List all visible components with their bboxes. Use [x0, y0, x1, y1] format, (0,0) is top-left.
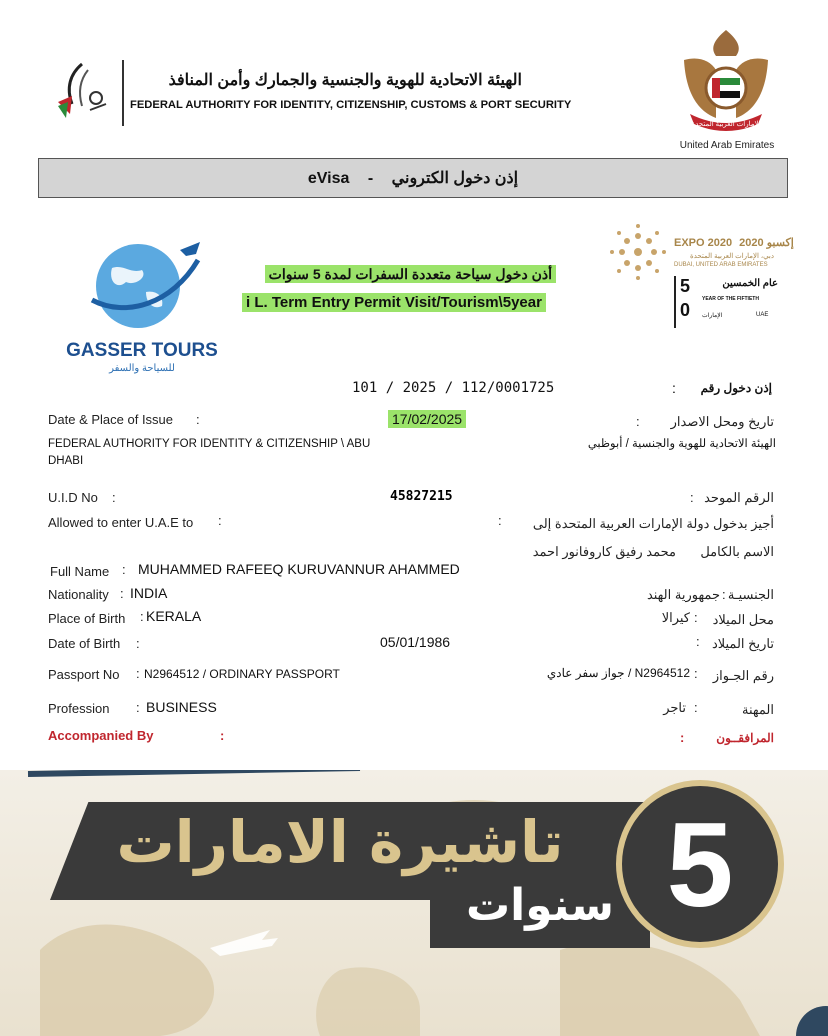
promo-title: تاشيرة الامارات	[116, 808, 564, 876]
year-foot-left: UAE	[756, 312, 769, 318]
uid-label-ar: الرقم الموحد	[704, 490, 774, 505]
profession-value-ar: تاجر	[663, 700, 686, 715]
passport-colon-ar: :	[694, 666, 698, 681]
allowed-label-en: Allowed to enter U.A.E to	[48, 515, 194, 530]
issuer-en: FEDERAL AUTHORITY FOR IDENTITY & CITIZENSHIP \ ABU DHABI	[48, 438, 371, 467]
authority-name-en: FEDERAL AUTHORITY FOR IDENTITY, CITIZENSHIP, CUSTOMS & PORT SECURITY	[130, 99, 572, 111]
globe-corner-icon	[790, 1000, 828, 1036]
passport-colon: :	[136, 666, 140, 681]
year-ar: عام الخمسين	[722, 278, 778, 289]
allowed-label-ar: أجيز بدخول دولة الإمارات العربية المتحدة إلى	[532, 516, 774, 531]
permit-number: 101 / 2025 / 112/0001725	[352, 380, 555, 396]
accompanied-label-ar: المرافقــون	[716, 731, 774, 745]
expo-brand-en: EXPO 2020	[674, 237, 733, 249]
promo-number: 5	[666, 798, 734, 932]
year-en: YEAR OF THE FIFTIETH	[702, 296, 759, 302]
issue-date: 17/02/2025	[388, 411, 466, 427]
passport-value: N2964512 / ORDINARY PASSPORT	[144, 667, 340, 681]
birth-place-value: KERALA	[146, 608, 202, 624]
full-name-colon: :	[122, 562, 126, 577]
profession-colon-ar: :	[694, 700, 698, 715]
allowed-colon-en: :	[218, 513, 222, 528]
agency-tagline: للسياحة والسفر	[109, 363, 175, 374]
expo-logo-icon	[608, 222, 668, 282]
full-name-value: MUHAMMED RAFEEQ KURUVANNUR AHAMMED	[138, 561, 460, 577]
expo-sub-en: DUBAI, UNITED ARAB EMIRATES	[674, 262, 768, 268]
title-bar	[38, 158, 788, 198]
promo-years: سنوات	[465, 880, 615, 931]
uid-value: 45827215	[390, 489, 453, 504]
issue-colon-ar: :	[636, 414, 640, 429]
uae-emblem-icon	[676, 26, 776, 134]
permit-no-label-ar: إذن دخول رقم	[700, 381, 772, 395]
accompanied-colon-en: :	[220, 728, 225, 743]
uid-colon-en: :	[112, 490, 116, 505]
profession-label-ar: المهنة	[742, 702, 774, 717]
accompanied-colon-ar: :	[680, 730, 685, 745]
year-foot-right: الإمارات	[702, 313, 723, 319]
permit-no-colon: :	[672, 380, 676, 396]
expo-brand	[674, 236, 794, 249]
year-digit-bottom: 0	[680, 300, 691, 320]
agency-name: GASSER TOURS	[66, 340, 218, 361]
passport-value-ar: N2964512 / جواز سفر عادي	[546, 666, 690, 680]
nationality-label-ar: الجنسيـة	[727, 587, 774, 602]
uid-colon-ar: :	[690, 490, 694, 505]
nationality-label-en: Nationality	[48, 587, 109, 602]
logo-divider	[122, 60, 124, 126]
full-name-label-en: Full Name	[50, 564, 110, 579]
title-sep: -	[367, 170, 374, 187]
birth-date-label-ar: تاريخ الميلاد	[711, 636, 774, 651]
profession-label-en: Profession	[48, 701, 110, 716]
birth-date-label-en: Date of Birth	[48, 636, 121, 651]
birth-place-colon: :	[140, 609, 144, 624]
profession-colon: :	[136, 700, 140, 715]
birth-place-colon-ar: :	[694, 610, 698, 625]
nationality-value-ar: جمهورية الهند	[646, 587, 720, 602]
year-digit-top: 5	[680, 276, 691, 296]
passport-label-ar: رقم الجـواز	[712, 668, 774, 683]
uae-label: United Arab Emirates	[679, 140, 775, 151]
authority-name-ar: الهيئة الاتحادية للهوية والجنسية والجمارك وأمن المنافذ	[168, 72, 522, 89]
birth-date-colon-ar: :	[696, 634, 700, 649]
issue-label-ar: تاريخ ومحل الاصدار	[670, 414, 774, 429]
birth-place-value-ar: كيرالا	[661, 610, 690, 625]
birth-date-value: 05/01/1986	[380, 634, 451, 650]
title-ar: إذن دخول الكتروني	[391, 170, 519, 187]
uid-label-en: U.I.D No	[48, 490, 98, 505]
issuer-ar: الهيئة الاتحادية للهوية والجنسية / أبوظبي	[587, 438, 776, 450]
birth-date-colon: :	[136, 636, 140, 651]
expo-sub-ar: دبي، الإمارات العربية المتحدة	[690, 253, 774, 260]
passport-label-en: Passport No	[48, 667, 120, 682]
birth-place-label-ar: محل الميلاد	[712, 612, 774, 627]
nationality-colon-ar: :	[722, 587, 726, 602]
promo-number-badge	[616, 780, 784, 948]
title-en: eVisa	[307, 170, 350, 187]
permit-title-en: i L. Term Entry Permit Visit/Tourism\5year	[242, 294, 622, 311]
authority-logo-icon	[52, 58, 114, 128]
expo-brand-ar: إكسبو 2020	[739, 237, 794, 249]
full-name-value-ar: محمد رفيق كاروفانور احمد	[532, 544, 676, 559]
full-name-label-ar: الاسم بالكامل	[700, 544, 774, 559]
nationality-value: INDIA	[130, 585, 168, 601]
nationality-colon: :	[120, 586, 124, 601]
year-of-fiftieth-logo	[674, 276, 780, 328]
issue-colon-en: :	[196, 412, 200, 427]
uae-emblem-text: الإمارات العربية المتحدة	[691, 121, 761, 128]
accompanied-label-en: Accompanied By	[48, 728, 154, 743]
permit-title-ar: أذن دخول سياحة متعددة السفرات لمدة 5 سنوات	[240, 266, 556, 283]
globe-plane-icon	[86, 234, 202, 334]
issue-label-en: Date & Place of Issue	[48, 412, 174, 427]
birth-place-label-en: Place of Birth	[48, 611, 126, 626]
profession-value: BUSINESS	[146, 699, 217, 715]
allowed-colon-ar: :	[498, 513, 502, 528]
